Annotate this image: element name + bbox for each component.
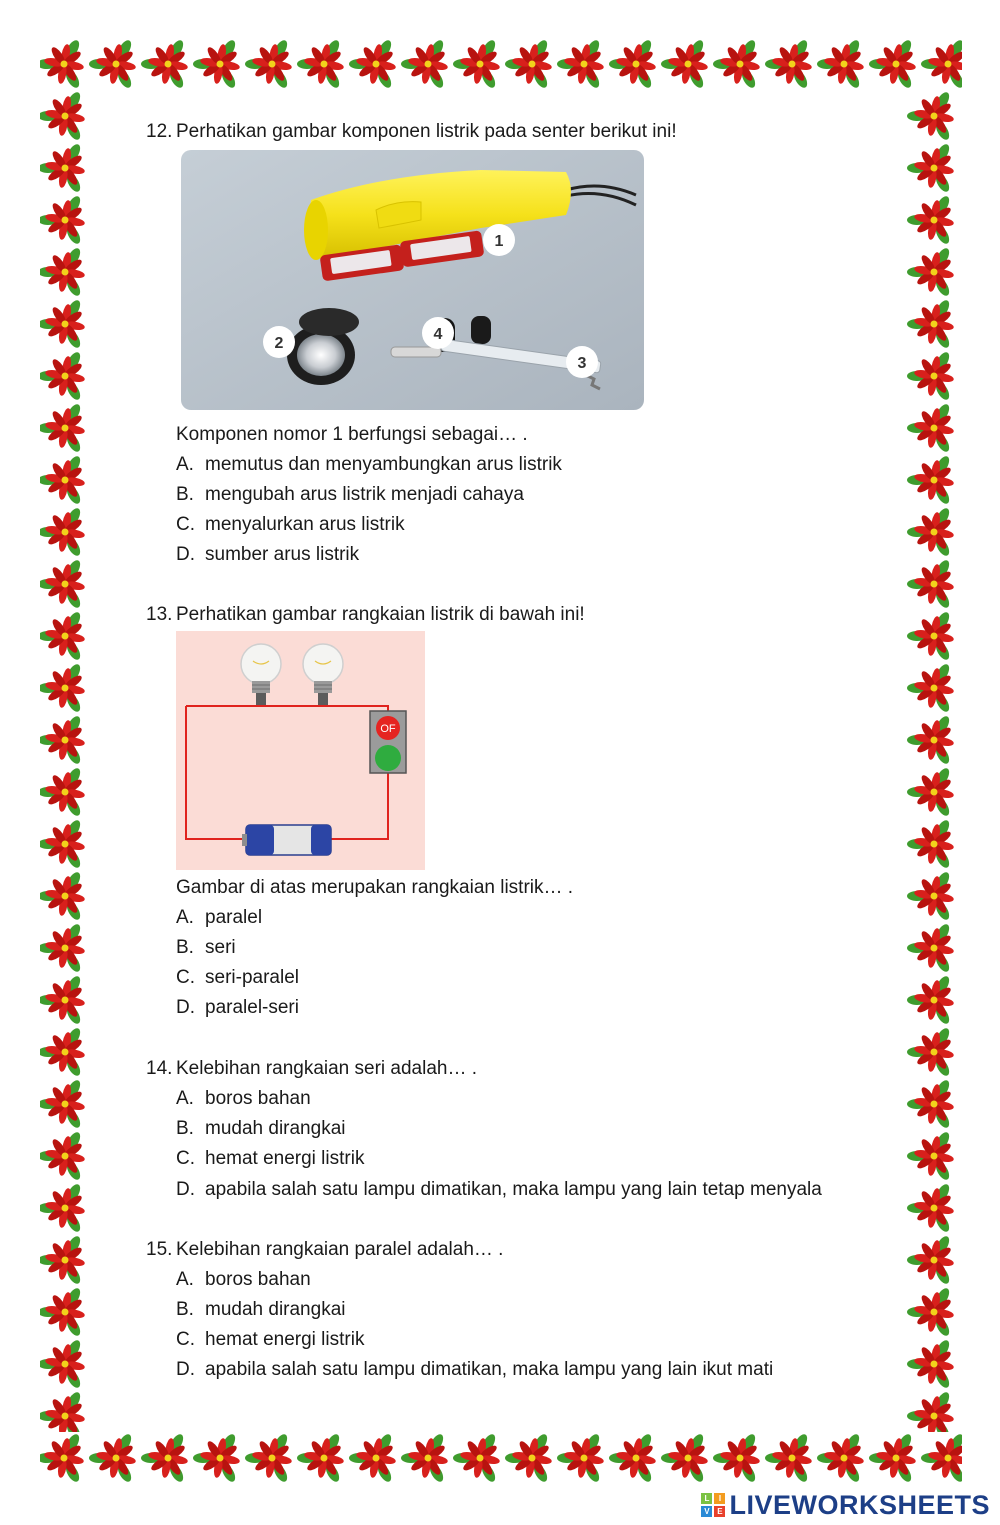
photo-label-4: 4	[433, 326, 443, 343]
question-14-number: 14.	[146, 1058, 173, 1079]
flashlight-components-photo	[181, 150, 644, 410]
question-12-option-a[interactable]: A. memutus dan menyambungkan arus listrik	[176, 454, 562, 475]
battery-icon	[242, 825, 331, 855]
question-14-option-a[interactable]: A. boros bahan	[176, 1088, 311, 1109]
photo-label-1: 1	[494, 233, 504, 250]
switch-icon	[370, 711, 406, 773]
question-13-option-b[interactable]: B. seri	[176, 937, 236, 958]
question-12-option-b[interactable]: B. mengubah arus listrik menjadi cahaya	[176, 484, 524, 505]
question-15-option-b[interactable]: B. mudah dirangkai	[176, 1299, 346, 1320]
switch-label: OF	[380, 723, 396, 735]
question-13-number: 13.	[146, 604, 173, 625]
liveworksheets-logo-icon: L I V E	[701, 1493, 725, 1517]
question-12-prompt: Perhatikan gambar komponen listrik pada senter berikut ini!	[176, 121, 677, 142]
question-14-prompt: Kelebihan rangkaian seri adalah… .	[176, 1058, 478, 1079]
photo-label-2: 2	[274, 335, 284, 352]
question-12-option-d[interactable]: D. sumber arus listrik	[176, 544, 360, 565]
question-15-option-c[interactable]: C. hemat energi listrik	[176, 1329, 365, 1350]
question-13-stem: Gambar di atas merupakan rangkaian listrik… .	[176, 877, 574, 898]
question-13-prompt: Perhatikan gambar rangkaian listrik di bawah ini!	[176, 604, 585, 625]
question-14-option-b[interactable]: B. mudah dirangkai	[176, 1118, 346, 1139]
question-12-number: 12.	[146, 121, 173, 142]
question-13-option-c[interactable]: C. seri-paralel	[176, 967, 299, 988]
question-15-number: 15.	[146, 1239, 173, 1260]
question-15-prompt: Kelebihan rangkaian paralel adalah… .	[176, 1239, 504, 1260]
question-12-option-c[interactable]: C. menyalurkan arus listrik	[176, 514, 405, 535]
liveworksheets-brand[interactable]	[701, 1490, 990, 1520]
liveworksheets-wordmark: LIVEWORKSHEETS	[729, 1489, 990, 1520]
series-circuit-diagram	[176, 631, 425, 870]
question-13-option-a[interactable]: A. paralel	[176, 907, 263, 928]
question-15-option-d[interactable]: D. apabila salah satu lampu dimatikan, maka lampu yang lain ikut mati	[176, 1359, 774, 1380]
question-14-option-c[interactable]: C. hemat energi listrik	[176, 1148, 365, 1169]
question-14-option-d[interactable]: D. apabila salah satu lampu dimatikan, maka lampu yang lain tetap menyala	[176, 1179, 822, 1200]
question-12-stem: Komponen nomor 1 berfungsi sebagai… .	[176, 424, 528, 445]
question-15-option-a[interactable]: A. boros bahan	[176, 1269, 311, 1290]
photo-label-3: 3	[577, 355, 587, 372]
question-13-option-d[interactable]: D. paralel-seri	[176, 997, 299, 1018]
